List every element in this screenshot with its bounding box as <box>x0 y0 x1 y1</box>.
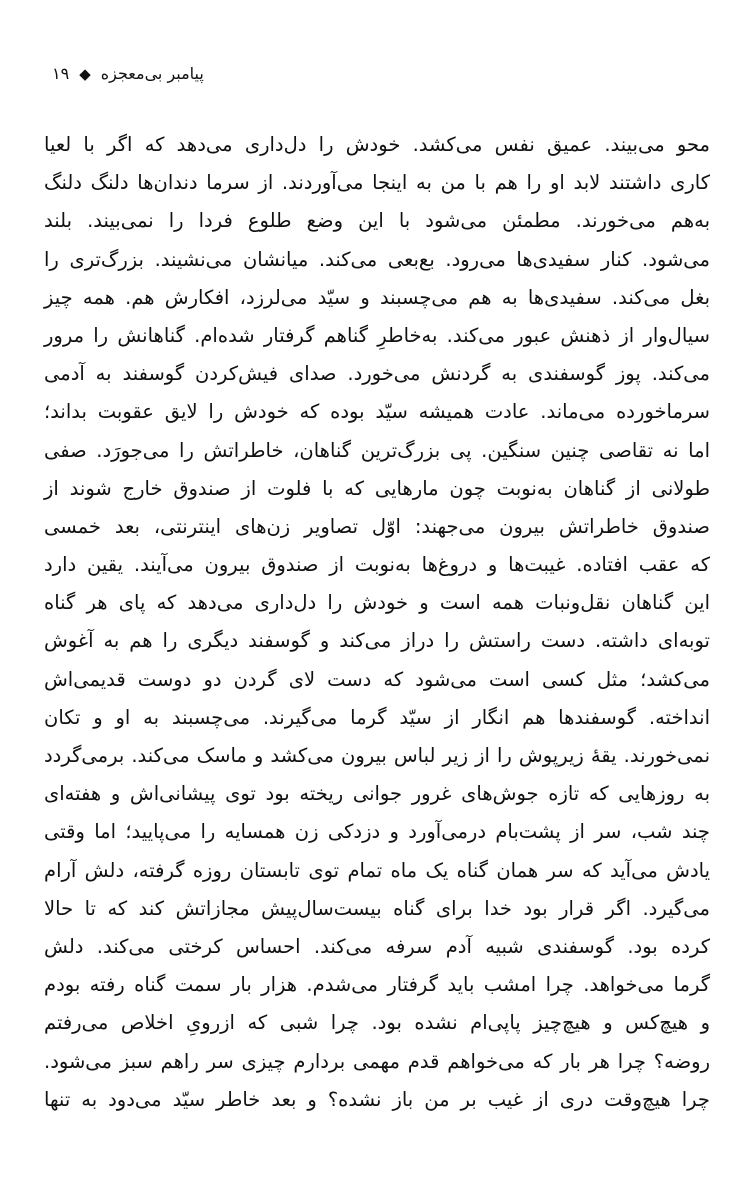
text-line: محو می‌بیند. عمیق نفس می‌کشد. خودش را دل‌داری می‌دهد که اگر با لعیا <box>44 133 710 156</box>
text-line: و هیچ‌کس و هیچ‌چیز پاپی‌ام نشده بود. چرا شبی که ازرویِ اخلاص می‌رفتم <box>44 1011 710 1035</box>
text-line: کرده بود. گوسفندی شبیه آدم سرفه می‌کند. احساس کرختی می‌کند. دلش <box>44 934 710 958</box>
page-number: ۱۹ <box>52 64 70 83</box>
text-line: انداخته. گوسفندها هم انگار از سیّد گرما می‌گیرند. می‌چسبند به او و تکان <box>44 705 710 729</box>
text-line: چند شب، سر از پشت‌بام درمی‌آورد و دزدکی زن همسایه را می‌پایید؛ اما وقتی <box>44 820 710 844</box>
text-line: یادش می‌آید که سر همان گناه یک ماه تمام توی تابستان روزه گرفته، دلش آرام <box>44 858 710 882</box>
text-line: صندوق خاطراتش بیرون می‌جهند: اوّل تصاویر زن‌های اینترنتی، بعد خمسی <box>44 514 710 538</box>
text-line: سیال‌وار از ذهنش عبور می‌کند. به‌خاطرِ گناهم گرفتار شده‌ام. گناهانش را مرور <box>44 323 710 347</box>
text-line: روضه؟ چرا هر بار که می‌خواهم قدم مهمی بردارم چیزی سر راهم سبز می‌شود. <box>44 1049 710 1073</box>
text-line: به روزهایی که تازه جوش‌های غرور جوانی ریخته بود توی پیشانی‌اش و هفته‌ای <box>44 782 710 806</box>
text-line: سرماخورده می‌ماند. عادت همیشه سیّد بوده که خودش را لایق عقوبت بداند؛ <box>44 400 710 424</box>
text-line: کاری داشتند لابد او را هم با من به اینجا می‌آوردند. از سرما دندان‌ها دلنگ دلنگ <box>44 171 710 195</box>
text-line: اما نه تقاصی چنین سنگین. پی بزرگ‌ترین گناهان، خاطراتش را می‌جورَد. صفی <box>44 438 710 462</box>
body-text <box>44 126 710 1119</box>
book-title: پیامبر بی‌معجزه <box>100 64 204 83</box>
text-line: چرا هیچ‌وقت دری از غیب بر من باز نشده؟ و بعد خاطر سیّد می‌دود به تنها <box>44 1087 710 1111</box>
text-line: نمی‌خورند. یقهٔ زیرپوش را از زیر لباس بیرون می‌کشد و ماسک می‌کند. برمی‌گردد <box>44 744 710 767</box>
text-line: که عقب افتاده. غیبت‌ها و دروغ‌ها به‌نوبت از صندوق بیرون می‌آیند. یقین دارد <box>44 553 710 577</box>
text-line: بغل می‌کند. سفیدی‌ها به هم می‌چسبند و سیّد می‌لرزد، افکارش هم. همه چیز <box>44 285 710 309</box>
text-line: توبه‌ای داشته. دست راستش را دراز می‌کند و گوسفند دیگری را هم به آغوش <box>44 629 710 653</box>
diamond-separator-icon: ◆ <box>79 65 91 83</box>
text-line: می‌شود. کنار سفیدی‌ها می‌رود. بع‌بعی می‌کند. میانشان می‌نشیند. بزرگ‌تری را <box>44 247 710 271</box>
text-line: طولانی از گناهان به‌نوبت چون مارهایی که با فلوت از صندوق خارج شوند از <box>44 476 710 500</box>
text-line: به‌هم می‌خورند. مطمئن می‌شود با این وضع طلوع فردا را نمی‌بیند. بلند <box>44 209 710 233</box>
text-line: گرما می‌خواهد. چرا امشب باید گرفتار می‌شدم. هزار بار سمت گناه رفته بودم <box>44 973 710 997</box>
running-header <box>52 62 204 86</box>
text-line: می‌کشد؛ مثل کسی است می‌شود که دست لای گردن دو دوست قدیمی‌اش <box>44 667 710 691</box>
text-line: می‌گیرد. اگر قرار بود خدا برای گناه بیست‌سال‌پیش مجازاتش کند که تا حالا <box>44 896 710 920</box>
text-line: می‌کند. پوز گوسفندی به گردنش می‌خورد. صدای فیش‌کردن گوسفند به آدمی <box>44 362 710 386</box>
text-line: این گناهان نقل‌ونبات همه است و خودش را دل‌داری می‌دهد که پای هر گناه <box>44 591 710 615</box>
